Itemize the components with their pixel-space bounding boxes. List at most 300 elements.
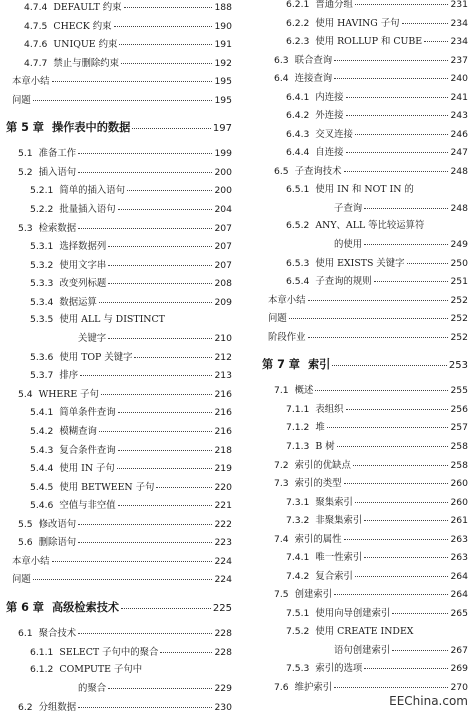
- dot-leader: [353, 457, 449, 466]
- toc-entry-number: 6.2.2: [286, 17, 310, 29]
- toc-entry[interactable]: [262, 514, 468, 527]
- toc-entry-number: 7.5.3: [286, 663, 310, 675]
- toc-entry-number: 5.2: [18, 166, 33, 178]
- dot-leader: [134, 349, 212, 358]
- toc-entry[interactable]: [262, 72, 468, 85]
- dot-leader: [78, 220, 212, 229]
- toc-entry[interactable]: [6, 425, 232, 438]
- toc-entry-title: 阶段作业: [268, 331, 306, 343]
- toc-entry[interactable]: [262, 257, 468, 270]
- toc-entry[interactable]: [6, 332, 232, 345]
- toc-entry[interactable]: [6, 57, 232, 70]
- dot-leader: [364, 549, 448, 558]
- toc-entry-number: 第 7 章: [262, 358, 300, 372]
- dot-leader: [117, 460, 213, 469]
- dot-leader: [121, 55, 212, 64]
- toc-entry-title: 问题: [12, 94, 31, 106]
- toc-entry-title: 使用 ALL 与 DISTINCT: [59, 314, 165, 326]
- dot-leader: [337, 438, 449, 447]
- toc-entry-page: 224: [214, 555, 232, 567]
- toc-entry-page: 237: [450, 54, 468, 66]
- toc-entry-number: 5.4.1: [30, 407, 54, 419]
- toc-entry-page: 264: [450, 589, 468, 601]
- toc-entry-title: 索引的属性: [294, 533, 342, 545]
- toc-entry-title: 禁止与删除约束: [53, 57, 120, 69]
- toc-entry[interactable]: [6, 462, 232, 475]
- toc-entry[interactable]: [6, 203, 232, 216]
- toc-entry-number: 第 6 章: [6, 600, 44, 614]
- toc-entry-page: 228: [214, 646, 232, 658]
- dot-leader: [114, 18, 213, 27]
- dot-leader: [355, 494, 449, 503]
- toc-entry-number: 7.5: [274, 589, 289, 601]
- toc-entry[interactable]: [262, 165, 468, 178]
- toc-entry[interactable]: [262, 644, 468, 657]
- toc-entry[interactable]: [262, 570, 468, 583]
- toc-entry-number: 5.4.6: [30, 500, 54, 512]
- toc-entry-page: 243: [450, 110, 468, 122]
- toc-entry[interactable]: [262, 312, 468, 325]
- toc-entry-title: 插入语句: [38, 166, 77, 178]
- dot-leader: [132, 120, 211, 129]
- toc-entry-title: 非聚集索引: [315, 515, 363, 527]
- toc-entry-title: 的聚合: [78, 683, 107, 695]
- toc-entry[interactable]: [262, 128, 468, 141]
- toc-entry[interactable]: [6, 444, 232, 457]
- toc-entry-page: 221: [214, 500, 232, 512]
- toc-entry-number: 7.1.1: [286, 403, 310, 415]
- toc-entry-title: 维护索引: [294, 681, 333, 693]
- toc-entry[interactable]: [262, 477, 468, 490]
- toc-entry-number: 6.2.3: [286, 36, 310, 48]
- toc-entry-page: 225: [212, 602, 232, 614]
- toc-entry[interactable]: [262, 440, 468, 453]
- toc-entry-number: 第 5 章: [6, 121, 44, 135]
- toc-entry[interactable]: [262, 146, 468, 159]
- toc-entry[interactable]: [6, 20, 232, 33]
- toc-entry-page: 200: [214, 185, 232, 197]
- toc-entry-title: 复合索引: [315, 570, 353, 582]
- toc-entry-title: 空值与非空值: [59, 500, 116, 512]
- toc-entry-page: 207: [214, 241, 232, 253]
- dot-leader: [52, 73, 213, 82]
- dot-leader: [108, 680, 212, 689]
- toc-entry-number: 6.5.3: [286, 257, 310, 269]
- dot-leader: [344, 163, 449, 172]
- toc-entry-title: 本章小结: [12, 76, 50, 88]
- dot-leader: [33, 571, 213, 580]
- dot-leader: [289, 310, 449, 319]
- dot-leader: [346, 401, 449, 410]
- toc-entry-title: 批量插入语句: [59, 203, 116, 215]
- toc-entry[interactable]: [6, 627, 232, 640]
- toc-entry-title: 使用文字串: [59, 259, 107, 271]
- dot-leader: [344, 475, 449, 484]
- toc-entry[interactable]: [262, 551, 468, 564]
- toc-entry[interactable]: [262, 533, 468, 546]
- toc-entry-page: 224: [214, 574, 232, 586]
- toc-entry[interactable]: [262, 294, 468, 307]
- toc-entry-page: 200: [214, 166, 232, 178]
- toc-entry-number: 5.3.3: [30, 278, 54, 290]
- dot-leader: [108, 275, 212, 284]
- toc-entry-title: 索引的优缺点: [294, 459, 351, 471]
- toc-entry-page: 258: [450, 441, 468, 452]
- toc-entry-page: 250: [450, 257, 468, 269]
- toc-entry[interactable]: [6, 536, 232, 549]
- dot-leader: [344, 531, 449, 540]
- toc-entry[interactable]: [262, 384, 468, 397]
- toc-entry-title: 使用 BETWEEN 子句: [59, 481, 155, 493]
- toc-entry-number: 5.2.1: [30, 185, 54, 197]
- toc-entry-page: 269: [450, 663, 468, 675]
- toc-entry-title: B 树: [315, 441, 335, 452]
- toc-entry[interactable]: [262, 626, 468, 638]
- toc-entry-title: 连接查询: [294, 73, 333, 85]
- toc-entry-title: 索引的选项: [315, 663, 363, 675]
- toc-entry-title: 复合条件查询: [59, 444, 116, 456]
- toc-entry-number: 5.3.6: [30, 351, 54, 363]
- toc-entry-title: 堆: [315, 422, 325, 434]
- toc-entry-title: SELECT 子句中的聚合: [59, 646, 159, 658]
- toc-entry-title: 使用 EXISTS 关键字: [315, 257, 405, 269]
- toc-entry-title: 语句创建索引: [334, 644, 391, 656]
- toc-entry-page: 218: [214, 444, 232, 456]
- dot-leader: [424, 33, 448, 42]
- toc-entry-number: 7.6: [274, 681, 289, 693]
- toc-entry-page: 216: [214, 426, 232, 437]
- toc-entry-number: 7.1.2: [286, 422, 310, 434]
- toc-entry[interactable]: [6, 499, 232, 512]
- toc-entry-page: 256: [450, 403, 468, 415]
- toc-entry-page: 261: [450, 515, 468, 527]
- toc-entry-title: WHERE 子句: [38, 388, 99, 400]
- dot-leader: [355, 0, 449, 5]
- toc-entry-title: 模糊查询: [59, 426, 97, 437]
- toc-entry-title: 内连接: [315, 91, 344, 103]
- toc-entry[interactable]: [262, 275, 468, 288]
- dot-leader: [78, 164, 212, 173]
- toc-entry-number: 7.1: [274, 385, 289, 397]
- toc-entry-page: 241: [450, 91, 468, 103]
- toc-entry-title: 选择数据列: [59, 241, 107, 253]
- toc-entry-title: 关键字: [78, 333, 107, 345]
- dot-leader: [99, 423, 213, 432]
- toc-entry-page: 252: [450, 313, 468, 325]
- toc-entry-page: 248: [450, 165, 468, 177]
- toc-entry-page: 209: [214, 296, 232, 308]
- toc-entry-number: 6.1.2: [30, 664, 54, 676]
- toc-entry-number: 7.3.1: [286, 496, 310, 508]
- dot-leader: [78, 145, 212, 154]
- toc-entry-title: 概述: [294, 385, 314, 397]
- toc-entry-page: 260: [450, 496, 468, 508]
- toc-entry[interactable]: [6, 166, 232, 179]
- toc-entry-title: 简单的插入语句: [59, 185, 126, 197]
- dot-leader: [108, 238, 212, 247]
- toc-entry[interactable]: [262, 238, 468, 251]
- toc-entry-title: 本章小结: [12, 555, 50, 567]
- dot-leader: [127, 182, 212, 191]
- toc-entry-title: 外连接: [315, 110, 344, 122]
- toc-entry-number: 4.7.4: [24, 2, 48, 13]
- toc-entry-page: 188: [214, 2, 232, 13]
- toc-entry-number: 5.5: [18, 518, 33, 530]
- dot-leader: [118, 497, 213, 506]
- dot-leader: [80, 367, 212, 376]
- toc-entry[interactable]: [6, 184, 232, 197]
- toc-entry-page: 195: [214, 94, 232, 106]
- dot-leader: [118, 442, 213, 451]
- toc-entry-title: DEFAULT 约束: [53, 2, 122, 13]
- toc-entry-title: 本章小结: [268, 294, 306, 306]
- toc-entry-number: 4.7.6: [24, 39, 48, 51]
- toc-entry[interactable]: [6, 388, 232, 401]
- dot-leader: [160, 644, 212, 653]
- toc-entry-number: 7.5.1: [286, 607, 310, 619]
- toc-entry-page: 212: [214, 351, 232, 363]
- toc-entry[interactable]: [6, 38, 232, 51]
- toc-entry-page: 263: [450, 533, 468, 545]
- toc-entry-title: 创建索引: [294, 589, 333, 601]
- toc-entry[interactable]: [6, 122, 232, 135]
- toc-entry-page: 252: [450, 331, 468, 343]
- toc-entry-page: 249: [450, 239, 468, 251]
- dot-leader: [364, 660, 448, 669]
- toc-entry-page: 199: [214, 148, 232, 160]
- toc-entry[interactable]: [6, 406, 232, 419]
- toc-entry-number: 5.3.2: [30, 259, 54, 271]
- toc-entry-page: 192: [214, 57, 232, 69]
- toc-entry[interactable]: [262, 607, 468, 620]
- toc-entry[interactable]: [6, 147, 232, 160]
- dot-leader: [101, 386, 213, 395]
- toc-entry[interactable]: [262, 496, 468, 509]
- toc-entry-title: 子查询技术: [294, 165, 342, 177]
- toc-entry-number: 7.1.3: [286, 441, 310, 452]
- toc-entry-title: 问题: [12, 574, 31, 586]
- toc-entry[interactable]: [262, 184, 468, 196]
- toc-entry-title: 索引: [307, 358, 331, 372]
- toc-entry-number: 5.2.2: [30, 203, 54, 215]
- toc-entry-number: 5.4.4: [30, 463, 54, 475]
- toc-entry-title: 表组织: [315, 403, 344, 415]
- toc-entry-title: 子查询的规则: [315, 276, 372, 288]
- toc-entry-title: 聚合技术: [38, 627, 77, 639]
- toc-entry-title: 使用 IN 子句: [59, 463, 115, 475]
- toc-entry-page: 220: [214, 481, 232, 493]
- toc-entry-title: UNIQUE 约束: [53, 39, 118, 51]
- toc-entry-number: 7.2: [274, 459, 289, 471]
- toc-entry[interactable]: [6, 75, 232, 88]
- dot-leader: [407, 255, 449, 264]
- toc-entry[interactable]: [262, 0, 468, 11]
- toc-entry-number: 6.5: [274, 165, 289, 177]
- toc-entry[interactable]: [262, 662, 468, 675]
- toc-entry[interactable]: [262, 421, 468, 434]
- toc-entry-title: 删除语句: [38, 537, 77, 549]
- toc-entry-title: COMPUTE 子句中: [59, 664, 143, 676]
- toc-entry-title: 索引的类型: [294, 478, 342, 490]
- dot-leader: [327, 419, 449, 428]
- dot-leader: [108, 257, 212, 266]
- toc-entry-number: 6.4.3: [286, 128, 310, 140]
- toc-entry-page: 252: [450, 294, 468, 306]
- toc-entry[interactable]: [262, 91, 468, 104]
- toc-entry-title: 使用 HAVING 子句: [315, 17, 400, 29]
- toc-entry[interactable]: [262, 17, 468, 30]
- dot-leader: [334, 70, 448, 79]
- toc-entry-title: 聚集索引: [315, 496, 353, 508]
- toc-entry-page: 257: [450, 422, 468, 434]
- toc-entry-number: 6.5.1: [286, 183, 310, 195]
- toc-entry-title: 子查询: [334, 202, 363, 214]
- toc-entry[interactable]: [6, 277, 232, 290]
- dot-leader: [78, 625, 212, 634]
- toc-entry-number: 5.1: [18, 148, 33, 160]
- dot-leader: [334, 52, 448, 61]
- toc-entry-title: 使用 IN 和 NOT IN 的: [315, 183, 414, 195]
- toc-entry-page: 208: [214, 278, 232, 290]
- toc-entry-page: 251: [450, 276, 468, 288]
- toc-entry-title: 简单条件查询: [59, 407, 116, 419]
- toc-entry-page: 197: [212, 123, 232, 135]
- toc-entry-number: 7.4.1: [286, 552, 310, 564]
- toc-entry-title: 操作表中的数据: [51, 121, 131, 135]
- dot-leader: [364, 200, 448, 209]
- dot-leader: [332, 357, 447, 366]
- dot-leader: [121, 600, 211, 609]
- toc-entry-page: 204: [214, 203, 232, 215]
- toc-entry[interactable]: [6, 518, 232, 531]
- toc-entry-page: 229: [214, 683, 232, 695]
- dot-leader: [119, 36, 212, 45]
- toc-entry[interactable]: [6, 369, 232, 382]
- dot-leader: [355, 126, 449, 135]
- toc-entry-title: 使用 TOP 关键字: [59, 351, 133, 363]
- toc-entry-number: 5.3: [18, 222, 33, 234]
- toc-entry-number: 6.4.4: [286, 147, 310, 159]
- toc-entry-number: 6.5.4: [286, 276, 310, 288]
- toc-entry-page: 210: [214, 333, 232, 345]
- dot-leader: [33, 92, 213, 101]
- toc-entry[interactable]: [262, 403, 468, 416]
- toc-entry-title: 唯一性索引: [315, 552, 363, 564]
- toc-entry-page: 267: [450, 644, 468, 656]
- toc-entry-number: 5.4.3: [30, 444, 54, 456]
- toc-entry-page: 255: [450, 385, 468, 397]
- toc-entry-title: 的使用: [334, 239, 363, 251]
- dot-leader: [118, 201, 213, 210]
- toc-entry[interactable]: [6, 314, 232, 326]
- toc-entry-title: 分组数据: [38, 701, 77, 713]
- toc-entry-number: 6.5.2: [286, 220, 310, 232]
- toc-entry-number: 4.7.5: [24, 20, 48, 32]
- toc-entry[interactable]: [6, 646, 232, 659]
- toc-entry-number: 6.2: [18, 701, 33, 713]
- toc-entry-title: ANY、ALL 等比较运算符: [315, 220, 425, 232]
- toc-entry-page: 207: [214, 222, 232, 234]
- toc-entry[interactable]: [6, 351, 232, 364]
- toc-entry-number: 5.3.7: [30, 370, 54, 382]
- dot-leader: [355, 568, 449, 577]
- toc-entry-title: 使用向导创建索引: [315, 607, 391, 619]
- toc-entry-number: 5.6: [18, 537, 33, 549]
- toc-entry[interactable]: [262, 331, 468, 344]
- dot-leader: [99, 294, 213, 303]
- toc-entry-number: 5.3.5: [30, 314, 54, 326]
- toc-entry-page: 216: [214, 407, 232, 419]
- toc-entry-page: 258: [450, 459, 468, 471]
- toc-entry[interactable]: [262, 54, 468, 67]
- toc-entry-page: 270: [450, 681, 468, 693]
- toc-entry-title: 改变列标题: [59, 278, 107, 290]
- toc-entry[interactable]: [6, 664, 232, 676]
- toc-entry-number: 4.7.7: [24, 57, 48, 69]
- toc-entry[interactable]: [6, 222, 232, 235]
- toc-entry[interactable]: [262, 35, 468, 48]
- toc-entry[interactable]: [262, 220, 468, 232]
- toc-entry-number: 7.3: [274, 478, 289, 490]
- toc-entry-number: 6.1: [18, 627, 33, 639]
- toc-entry[interactable]: [6, 1, 232, 14]
- toc-entry[interactable]: [6, 240, 232, 253]
- toc-entry-number: 7.5.2: [286, 625, 310, 637]
- toc-entry-title: 交叉连接: [315, 128, 353, 140]
- toc-entry[interactable]: [262, 109, 468, 122]
- toc-entry[interactable]: [6, 259, 232, 272]
- toc-entry-number: 5.3.4: [30, 296, 54, 308]
- toc-entry-page: 234: [450, 17, 468, 29]
- toc-entry[interactable]: [6, 682, 232, 695]
- toc-entry[interactable]: [262, 202, 468, 215]
- toc-entry[interactable]: [262, 459, 468, 472]
- toc-entry-number: 7.4: [274, 533, 289, 545]
- dot-leader: [334, 586, 448, 595]
- toc-entry-page: 260: [450, 478, 468, 490]
- toc-entry-page: 265: [450, 607, 468, 619]
- toc-entry-page: 264: [450, 570, 468, 582]
- toc-entry-page: 223: [214, 537, 232, 549]
- dot-leader: [315, 382, 448, 391]
- toc-entry[interactable]: [6, 481, 232, 494]
- dot-leader: [334, 679, 448, 688]
- dot-leader: [108, 330, 212, 339]
- toc-entry[interactable]: [6, 573, 232, 586]
- toc-entry-page: 216: [214, 388, 232, 400]
- toc-entry-title: 检索数据: [38, 222, 77, 234]
- dot-leader: [364, 512, 448, 521]
- toc-entry-title: 使用 CREATE INDEX: [315, 625, 414, 637]
- dot-leader: [346, 144, 449, 153]
- toc-entry-number: 5.4: [18, 388, 33, 400]
- toc-entry[interactable]: [6, 94, 232, 107]
- toc-entry-number: 6.3: [274, 54, 289, 66]
- toc-entry-page: 263: [450, 552, 468, 564]
- toc-entry[interactable]: [262, 588, 468, 601]
- toc-entry[interactable]: [6, 296, 232, 309]
- toc-entry-page: 253: [448, 360, 468, 372]
- toc-entry[interactable]: [262, 359, 468, 372]
- toc-entry[interactable]: [262, 681, 468, 694]
- toc-entry-page: 240: [450, 73, 468, 85]
- toc-entry[interactable]: [6, 555, 232, 568]
- dot-leader: [392, 642, 448, 651]
- dot-leader: [118, 404, 213, 413]
- toc-entry[interactable]: [6, 602, 232, 615]
- toc-entry-number: 6.1.1: [30, 646, 54, 658]
- dot-leader: [346, 89, 449, 98]
